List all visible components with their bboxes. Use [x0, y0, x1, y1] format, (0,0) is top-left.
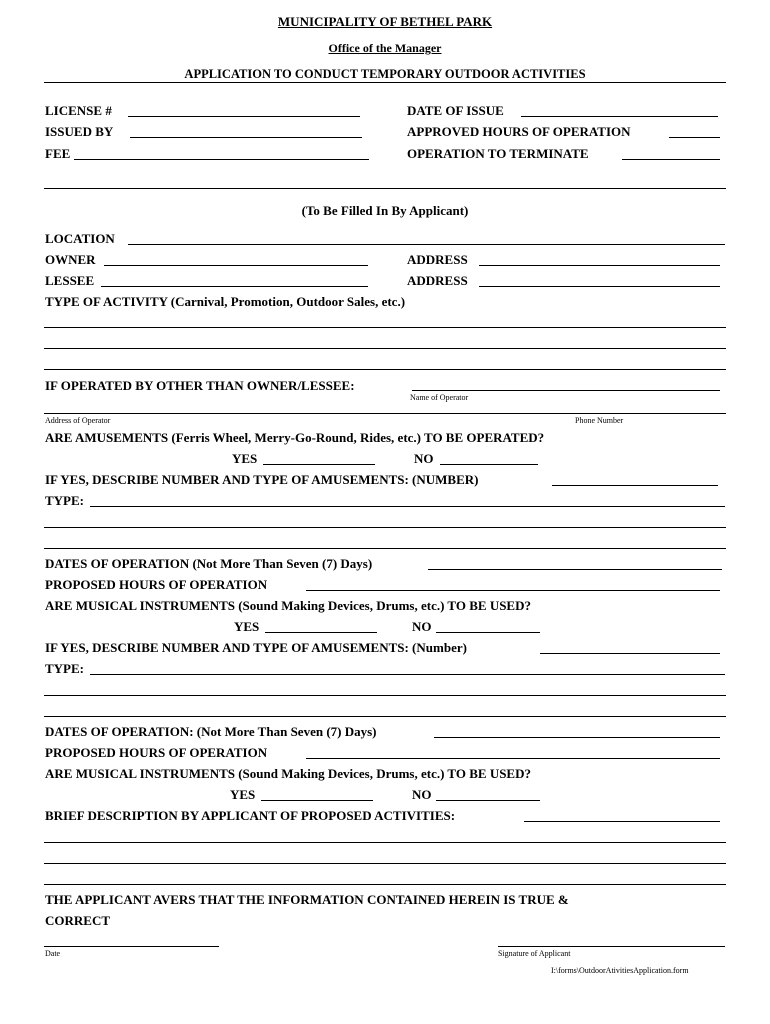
- name-of-operator-caption: Name of Operator: [410, 393, 469, 402]
- owner-address-label: ADDRESS: [407, 252, 468, 267]
- dates-of-operation-field-2[interactable]: [434, 737, 720, 738]
- amusements-no-field[interactable]: [440, 464, 538, 465]
- brief-description-line-3[interactable]: [44, 863, 726, 864]
- musical-yes-label-2: YES: [230, 787, 256, 802]
- date-of-issue-label: DATE OF ISSUE: [407, 103, 504, 118]
- approved-hours-label: APPROVED HOURS OF OPERATION: [407, 124, 631, 139]
- form-title: APPLICATION TO CONDUCT TEMPORARY OUTDOOR ACTIVITIES: [184, 67, 586, 81]
- owner-label: OWNER: [45, 252, 96, 267]
- lessee-address-label: ADDRESS: [407, 273, 468, 288]
- location-label: LOCATION: [45, 231, 115, 246]
- amusements-describe-label: IF YES, DESCRIBE NUMBER AND TYPE OF AMUSEMENTS: (NUMBER): [45, 472, 479, 487]
- issued-by-field[interactable]: [130, 137, 362, 138]
- proposed-hours-field-1[interactable]: [306, 590, 720, 591]
- avers-statement-line-1: THE APPLICANT AVERS THAT THE INFORMATION CONTAINED HEREIN IS TRUE &: [45, 892, 569, 907]
- municipality-title: MUNICIPALITY OF BETHEL PARK: [277, 14, 493, 29]
- operator-address-field[interactable]: [44, 413, 726, 414]
- location-field[interactable]: [128, 244, 725, 245]
- approved-hours-field[interactable]: [669, 137, 720, 138]
- dates-of-operation-label-1: DATES OF OPERATION (Not More Than Seven (7) Days): [45, 556, 373, 571]
- musical-no-field-1[interactable]: [436, 632, 540, 633]
- license-field[interactable]: [128, 116, 360, 117]
- operation-terminate-label: OPERATION TO TERMINATE: [407, 146, 589, 161]
- date-caption: Date: [45, 949, 61, 958]
- operation-terminate-field[interactable]: [622, 159, 720, 160]
- musical-number-field-1[interactable]: [540, 653, 720, 654]
- signature-caption: Signature of Applicant: [498, 949, 571, 958]
- fee-field[interactable]: [74, 159, 369, 160]
- date-field[interactable]: [44, 946, 219, 947]
- musical-no-label-1: NO: [412, 619, 432, 634]
- amusements-type-field[interactable]: [90, 506, 725, 507]
- operated-by-other-label: IF OPERATED BY OTHER THAN OWNER/LESSEE:: [45, 378, 355, 393]
- issued-by-label: ISSUED BY: [45, 124, 114, 139]
- section-divider: [44, 188, 726, 189]
- proposed-hours-label-1: PROPOSED HOURS OF OPERATION: [45, 577, 268, 592]
- amusements-no-label: NO: [414, 451, 434, 466]
- avers-statement-line-2: CORRECT: [45, 913, 111, 928]
- activity-line-3[interactable]: [44, 369, 726, 370]
- lessee-address-field[interactable]: [479, 286, 720, 287]
- address-of-operator-caption: Address of Operator: [45, 416, 111, 425]
- proposed-hours-field-2[interactable]: [306, 758, 720, 759]
- musical-type-line-2[interactable]: [44, 695, 726, 696]
- amusements-question: ARE AMUSEMENTS (Ferris Wheel, Merry-Go-Round, Rides, etc.) TO BE OPERATED?: [45, 430, 545, 445]
- musical-yes-label-1: YES: [234, 619, 260, 634]
- musical-instruments-question-2: ARE MUSICAL INSTRUMENTS (Sound Making Devices, Drums, etc.) TO BE USED?: [45, 766, 531, 781]
- owner-field[interactable]: [104, 265, 368, 266]
- owner-address-field[interactable]: [479, 265, 720, 266]
- musical-yes-field-1[interactable]: [265, 632, 377, 633]
- musical-no-field-2[interactable]: [436, 800, 540, 801]
- musical-yes-field-2[interactable]: [261, 800, 373, 801]
- dates-of-operation-label-2: DATES OF OPERATION: (Not More Than Seven (7) Days): [45, 724, 377, 739]
- applicant-heading: (To Be Filled In By Applicant): [301, 203, 469, 218]
- amusements-type-label: TYPE:: [45, 493, 84, 508]
- musical-type-field-1[interactable]: [90, 674, 725, 675]
- musical-instruments-question-1: ARE MUSICAL INSTRUMENTS (Sound Making Devices, Drums, etc.) TO BE USED?: [45, 598, 531, 613]
- office-subtitle: Office of the Manager: [328, 41, 442, 55]
- fee-label: FEE: [45, 146, 71, 161]
- file-path: I:\forms\OutdoorAtivitiesApplication.form: [551, 966, 689, 975]
- title-divider: [44, 82, 726, 83]
- activity-line-2[interactable]: [44, 348, 726, 349]
- brief-description-line-2[interactable]: [44, 842, 726, 843]
- amusements-type-line-3[interactable]: [44, 548, 726, 549]
- license-label: LICENSE #: [45, 103, 112, 118]
- musical-no-label-2: NO: [412, 787, 432, 802]
- musical-type-line-3[interactable]: [44, 716, 726, 717]
- amusements-yes-field[interactable]: [263, 464, 375, 465]
- dates-of-operation-field-1[interactable]: [428, 569, 722, 570]
- lessee-label: LESSEE: [45, 273, 95, 288]
- musical-type-label-1: TYPE:: [45, 661, 84, 676]
- amusements-yes-label: YES: [232, 451, 258, 466]
- amusements-number-field[interactable]: [552, 485, 718, 486]
- lessee-field[interactable]: [101, 286, 368, 287]
- signature-field[interactable]: [498, 946, 725, 947]
- date-of-issue-field[interactable]: [521, 116, 718, 117]
- type-of-activity-label: TYPE OF ACTIVITY (Carnival, Promotion, Outdoor Sales, etc.): [45, 294, 406, 309]
- musical-describe-label-1: IF YES, DESCRIBE NUMBER AND TYPE OF AMUSEMENTS: (Number): [45, 640, 467, 655]
- brief-description-label: BRIEF DESCRIPTION BY APPLICANT OF PROPOSED ACTIVITIES:: [45, 808, 456, 823]
- phone-number-caption: Phone Number: [575, 416, 624, 425]
- activity-line-1[interactable]: [44, 327, 726, 328]
- proposed-hours-label-2: PROPOSED HOURS OF OPERATION: [45, 745, 268, 760]
- amusements-type-line-2[interactable]: [44, 527, 726, 528]
- brief-description-field[interactable]: [524, 821, 720, 822]
- brief-description-line-4[interactable]: [44, 884, 726, 885]
- operator-name-field[interactable]: [412, 390, 720, 391]
